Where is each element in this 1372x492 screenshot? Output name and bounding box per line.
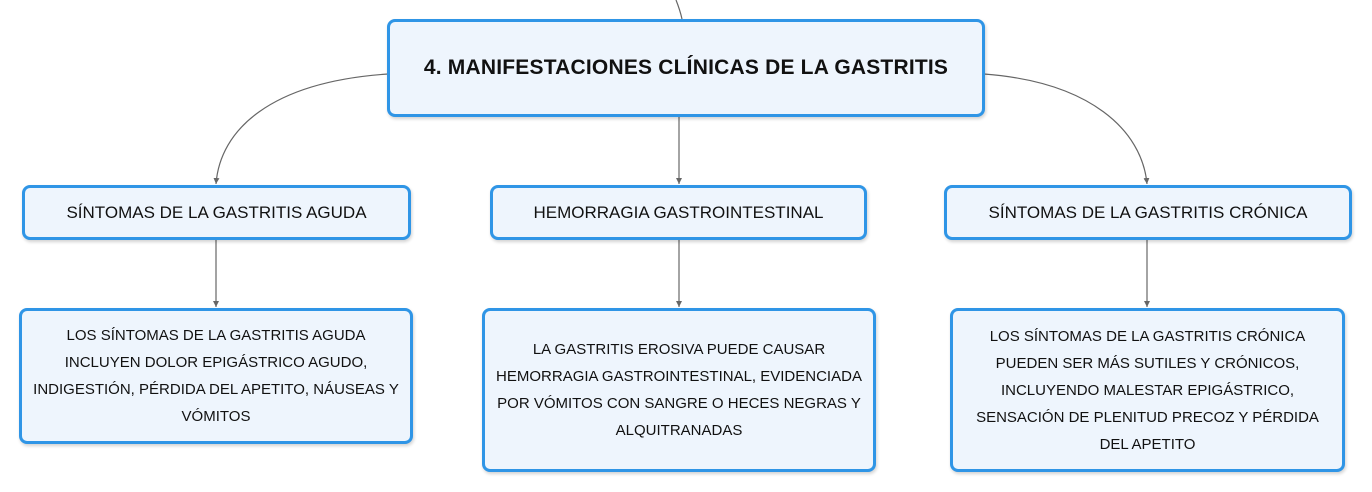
topic-chronic-symptoms-label: SÍNTOMAS DE LA GASTRITIS CRÓNICA: [988, 202, 1308, 222]
root-topic-label: 4. MANIFESTACIONES CLÍNICAS DE LA GASTRITIS: [423, 56, 949, 79]
detail-gi-hemorrhage-text: LA GASTRITIS EROSIVA PUEDE CAUSAR HEMORRAGIA GASTROINTESTINAL, EVIDENCIADA POR VÓMITOS CON SANGRE O HECES NEGRAS Y ALQUITRANADAS: [496, 341, 862, 439]
connector-incoming: [676, 0, 682, 19]
topic-chronic-symptoms[interactable]: [944, 185, 1352, 240]
detail-chronic-symptoms[interactable]: [950, 308, 1345, 472]
topic-gi-hemorrhage[interactable]: [490, 185, 867, 240]
topic-acute-symptoms-label: SÍNTOMAS DE LA GASTRITIS AGUDA: [66, 202, 367, 222]
topic-acute-symptoms[interactable]: [22, 185, 411, 240]
topic-gi-hemorrhage-label: HEMORRAGIA GASTROINTESTINAL: [533, 202, 824, 222]
detail-chronic-symptoms-text: LOS SÍNTOMAS DE LA GASTRITIS CRÓNICA PUEDEN SER MÁS SUTILES Y CRÓNICOS, INCLUYENDO MALESTAR EPIGÁSTRICO, SENSACIÓN DE PLENITUD PRECOZ Y PÉRDIDA DEL APETITO: [976, 327, 1319, 453]
root-topic-node[interactable]: [387, 19, 985, 117]
connector-root-to-chronic: [984, 74, 1147, 184]
detail-gi-hemorrhage[interactable]: [482, 308, 876, 472]
detail-acute-symptoms[interactable]: [19, 308, 413, 444]
connector-root-to-acute: [216, 74, 388, 184]
detail-acute-symptoms-text: LOS SÍNTOMAS DE LA GASTRITIS AGUDA INCLUYEN DOLOR EPIGÁSTRICO AGUDO, INDIGESTIÓN, PÉRDIDA DEL APETITO, NÁUSEAS Y VÓMITOS: [33, 327, 399, 425]
